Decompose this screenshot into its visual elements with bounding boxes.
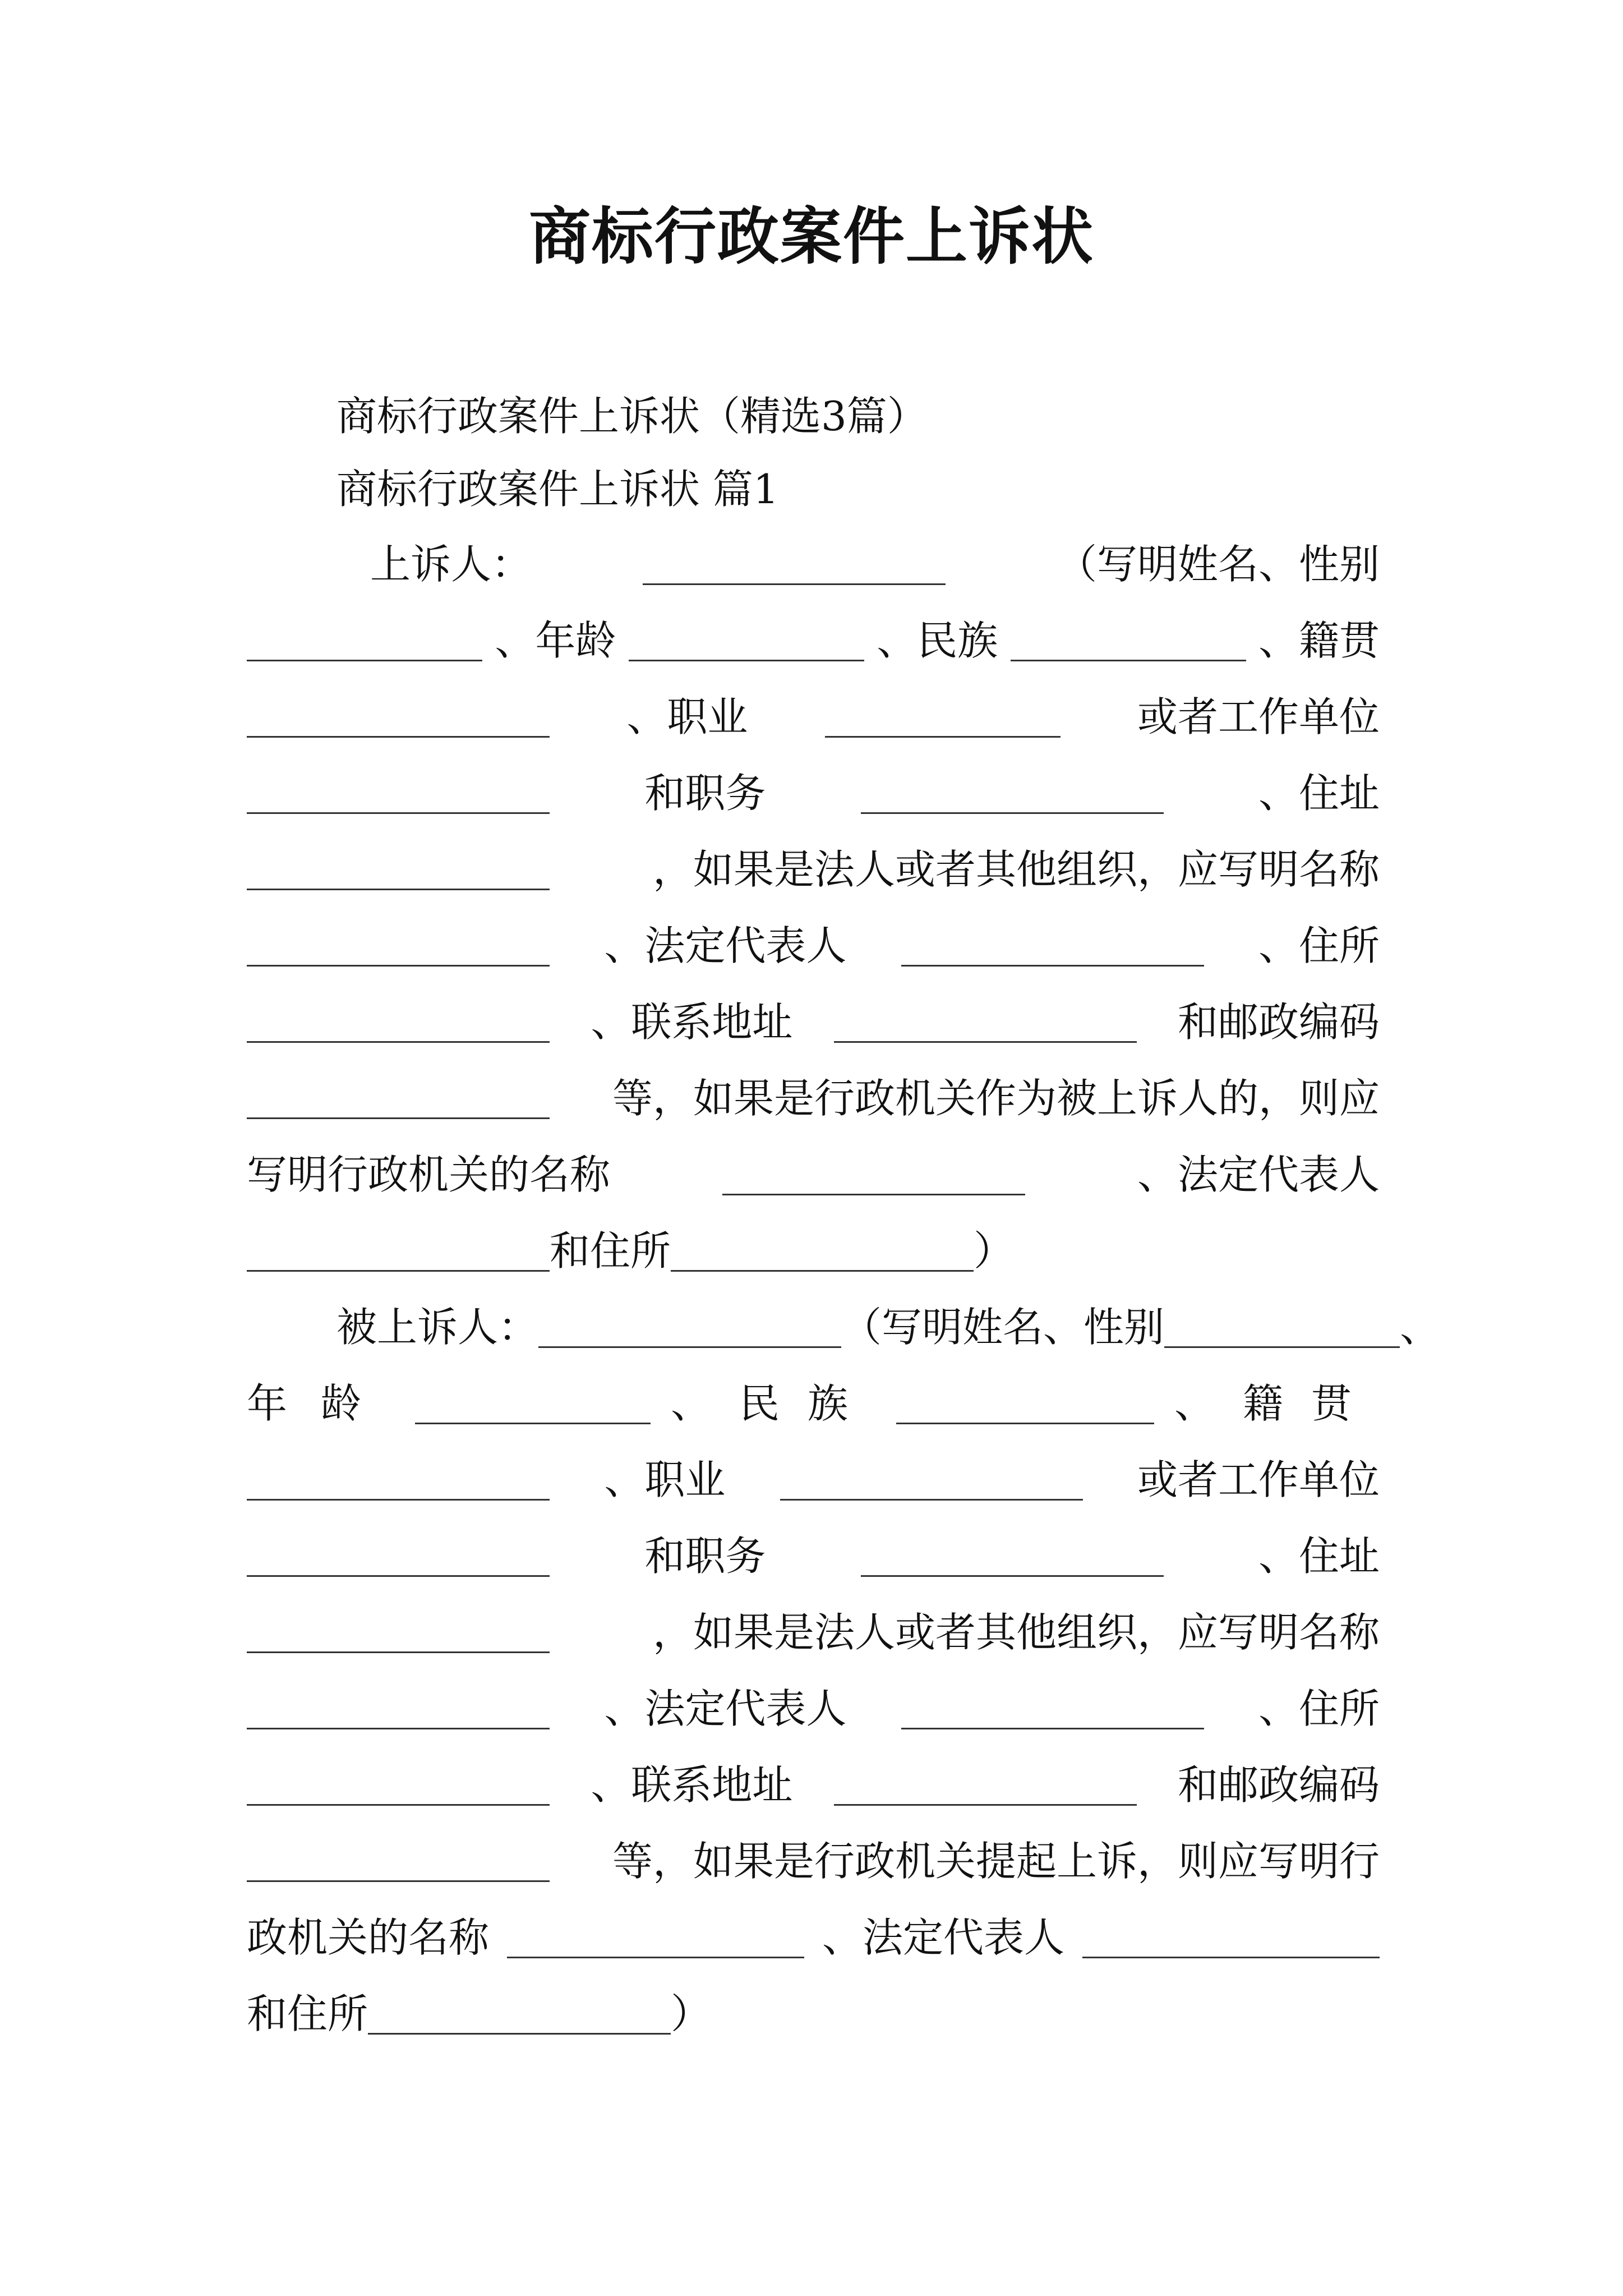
respondent-text: 、联系地址	[591, 1761, 793, 1809]
respondent-ethnicity-blank[interactable]	[896, 1383, 1154, 1424]
respondent-text: 政机关的名称	[247, 1914, 490, 1961]
appellant-label: 上诉人：	[370, 541, 532, 588]
appellant-age-blank[interactable]	[629, 620, 864, 661]
respondent-text: ，如果是法人或者其他组织，应写明名称	[652, 1609, 1380, 1656]
respondent-text: 等，如果是行政机关提起上诉，则应写明行	[612, 1838, 1380, 1885]
appellant-text: 、法定代表人	[1137, 1151, 1380, 1198]
respondent-line-3	[247, 1446, 1380, 1513]
respondent-line-6	[247, 1675, 1380, 1742]
document-subtitle	[336, 383, 1380, 450]
appellant-org-name-blank[interactable]	[247, 926, 550, 967]
respondent-occupation-blank[interactable]	[780, 1460, 1083, 1501]
respondent-employer-blank[interactable]	[247, 1536, 550, 1577]
respondent-text: 、民族	[670, 1380, 876, 1427]
respondent-name-blank[interactable]	[538, 1307, 841, 1348]
respondent-label: 被上诉人：	[336, 1304, 539, 1351]
appellant-line-5	[247, 836, 1380, 903]
appellant-text: 或者工作单位	[1137, 693, 1380, 740]
appellant-text: 、联系地址	[591, 999, 793, 1046]
respondent-text: 和邮政编码	[1177, 1761, 1380, 1809]
respondent-postcode-blank[interactable]	[247, 1841, 550, 1882]
respondent-text: 、法定代表人	[604, 1685, 847, 1732]
respondent-agency-domicile-blank[interactable]	[368, 1994, 671, 2035]
respondent-text: 和职务	[644, 1533, 766, 1580]
respondent-contact-address-blank[interactable]	[834, 1765, 1137, 1806]
respondent-text: 、	[1400, 1304, 1441, 1351]
appellant-line-6	[247, 912, 1380, 979]
section-heading	[336, 455, 1380, 523]
appellant-text: 和住所	[550, 1227, 671, 1274]
appellant-text: 、职业	[626, 693, 748, 740]
appellant-text: 、年龄	[495, 617, 616, 664]
appellant-text: 、法定代表人	[604, 922, 847, 969]
respondent-gender-blank[interactable]	[1164, 1307, 1400, 1348]
appellant-text: 、籍贯	[1258, 617, 1380, 664]
appellant-position-blank[interactable]	[861, 773, 1164, 814]
appellant-text: 、住址	[1258, 770, 1380, 817]
appellant-employer-blank[interactable]	[247, 773, 550, 814]
appellant-text: 和职务	[644, 770, 766, 817]
appellant-text: （写明姓名、性别	[1056, 541, 1380, 588]
respondent-line-8	[247, 1828, 1380, 1895]
respondent-org-name-blank[interactable]	[247, 1688, 550, 1729]
respondent-line-9	[247, 1904, 1380, 1971]
respondent-line-1	[336, 1294, 1441, 1361]
respondent-text: 、法定代表人	[822, 1914, 1064, 1961]
respondent-agency-rep-blank[interactable]	[1082, 1917, 1380, 1958]
respondent-position-blank[interactable]	[861, 1536, 1164, 1577]
appellant-address-blank[interactable]	[247, 849, 550, 890]
respondent-text: 、住所	[1258, 1685, 1380, 1732]
respondent-line-4	[247, 1522, 1380, 1590]
respondent-text: 、籍贯	[1174, 1380, 1380, 1427]
appellant-text: 、民族	[877, 617, 998, 664]
appellant-gender-blank[interactable]	[247, 620, 482, 661]
appellant-agency-domicile-blank[interactable]	[671, 1231, 974, 1272]
respondent-text: （写明姓名、性别	[841, 1304, 1165, 1351]
section-heading-text: 商标行政案件上诉状 篇1	[336, 466, 779, 513]
appellant-line-1	[370, 531, 1380, 598]
appellant-postcode-blank[interactable]	[247, 1078, 550, 1119]
appellant-legal-rep-blank[interactable]	[901, 926, 1204, 967]
respondent-text: 、住址	[1258, 1533, 1380, 1580]
appellant-contact-address-blank[interactable]	[834, 1002, 1137, 1043]
respondent-line-7	[247, 1751, 1380, 1819]
respondent-domicile-blank[interactable]	[247, 1765, 550, 1806]
subtitle-text: 商标行政案件上诉状（精选3篇）	[336, 393, 928, 440]
appellant-ethnicity-blank[interactable]	[1011, 620, 1246, 661]
appellant-line-9	[247, 1141, 1380, 1208]
appellant-agency-name-blank[interactable]	[722, 1154, 1025, 1195]
respondent-origin-blank[interactable]	[247, 1460, 550, 1501]
respondent-text: 、职业	[604, 1456, 726, 1503]
appellant-line-10	[247, 1217, 1380, 1285]
appellant-name-blank[interactable]	[643, 544, 946, 585]
respondent-age-blank[interactable]	[415, 1383, 651, 1424]
respondent-legal-rep-blank[interactable]	[901, 1688, 1204, 1729]
appellant-origin-blank[interactable]	[247, 697, 550, 738]
appellant-text: 等，如果是行政机关作为被上诉人的，则应	[612, 1075, 1380, 1122]
respondent-line-2	[247, 1370, 1380, 1437]
appellant-text: 写明行政机关的名称	[247, 1151, 611, 1198]
appellant-line-2	[247, 607, 1380, 674]
document-title: 商标行政案件上诉状	[529, 200, 1094, 273]
respondent-text: 和住所	[247, 1990, 368, 2037]
appellant-line-3	[247, 683, 1380, 751]
appellant-line-7	[247, 988, 1380, 1056]
appellant-text: 和邮政编码	[1177, 999, 1380, 1046]
appellant-agency-rep-blank[interactable]	[247, 1231, 550, 1272]
respondent-address-blank[interactable]	[247, 1612, 550, 1653]
respondent-text: 年龄	[247, 1380, 395, 1427]
respondent-text: ）	[671, 1990, 712, 2037]
appellant-domicile-blank[interactable]	[247, 1002, 550, 1043]
appellant-text: ，如果是法人或者其他组织，应写明名称	[652, 846, 1380, 893]
respondent-text: 或者工作单位	[1137, 1456, 1380, 1503]
respondent-line-10	[247, 1980, 1380, 2047]
respondent-line-5	[247, 1599, 1380, 1666]
appellant-line-8	[247, 1065, 1380, 1132]
appellant-text: ）	[974, 1227, 1015, 1274]
appellant-line-4	[247, 760, 1380, 827]
respondent-agency-name-blank[interactable]	[507, 1917, 804, 1958]
appellant-occupation-blank[interactable]	[825, 697, 1061, 738]
appellant-text: 、住所	[1258, 922, 1380, 969]
